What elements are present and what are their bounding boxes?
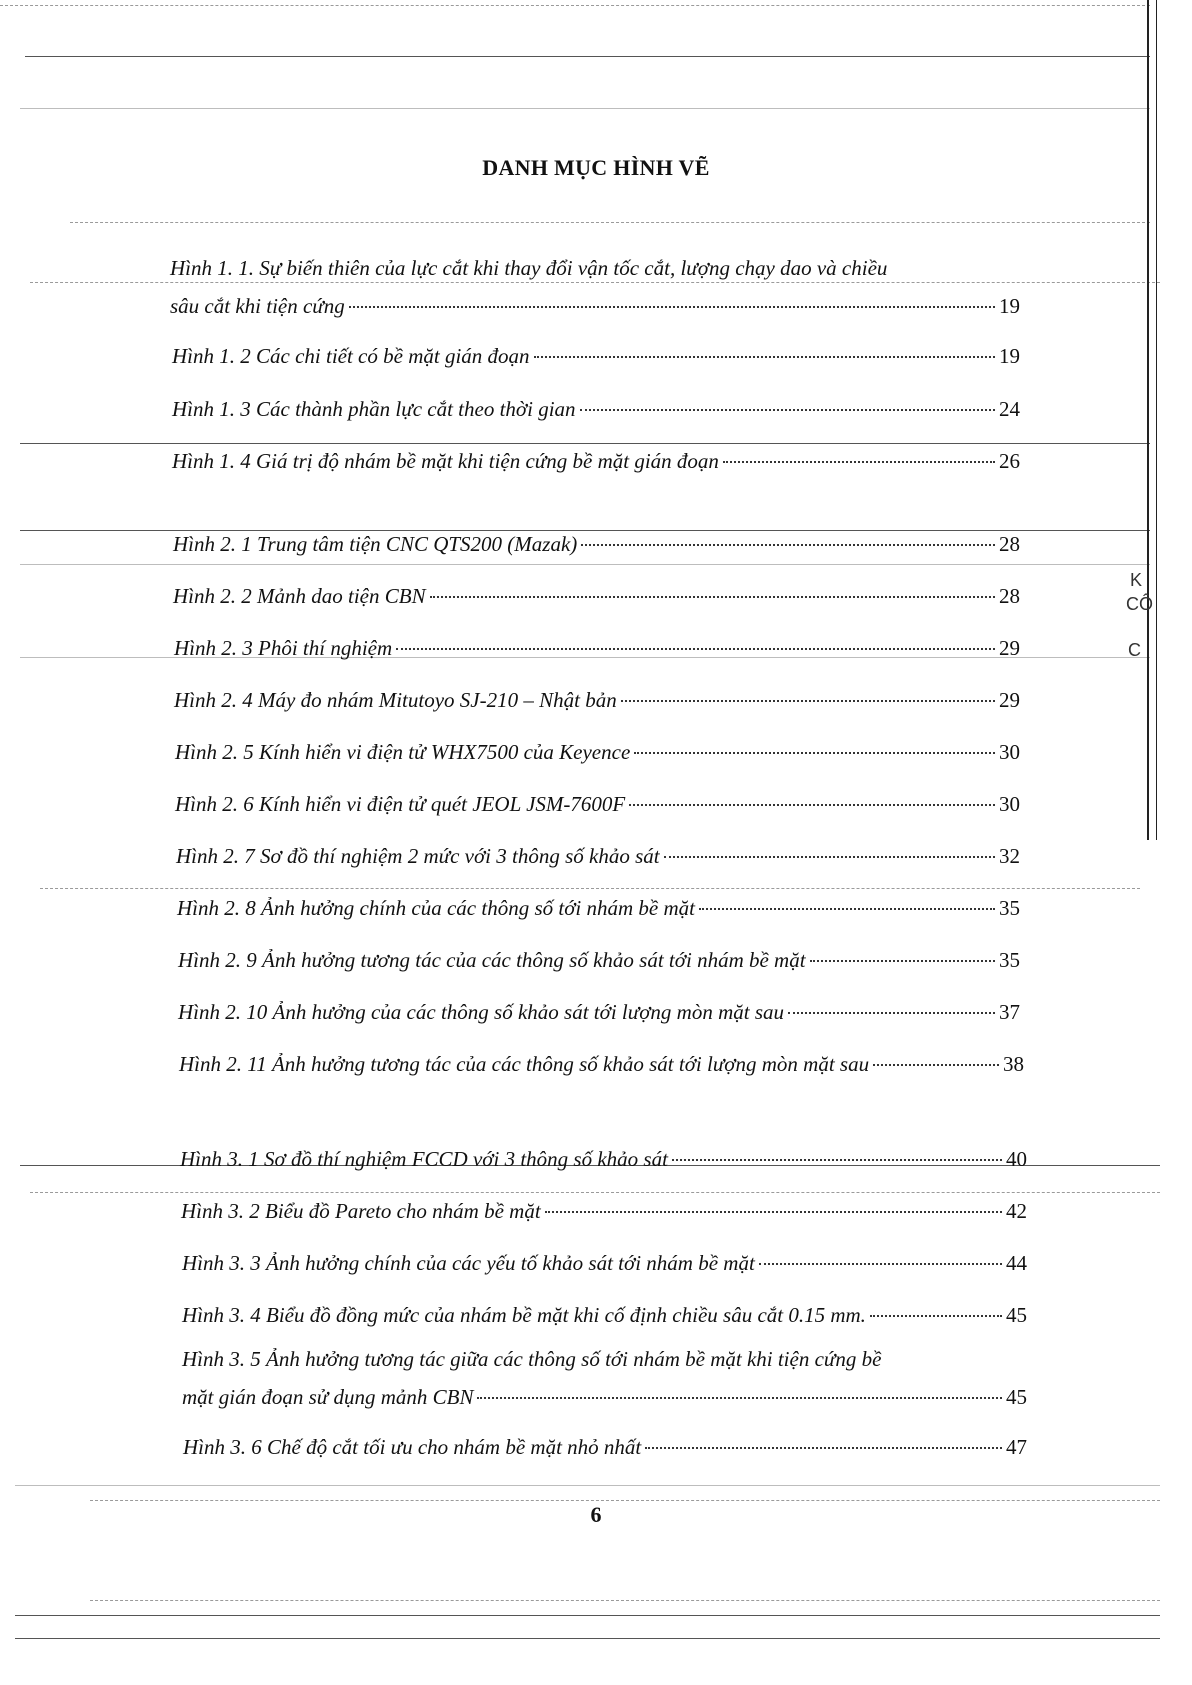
dot-leader xyxy=(699,908,995,910)
dot-leader xyxy=(873,1064,999,1066)
entry-label: Hình 3. 1 Sơ đồ thí nghiệm FCCD với 3 thông số khảo sát xyxy=(180,1147,668,1171)
list-item[interactable] xyxy=(172,337,1020,375)
entry-label: Hình 2. 4 Máy đo nhám Mitutoyo SJ-210 – Nhật bản xyxy=(174,688,617,712)
scan-edge-vertical xyxy=(1147,0,1149,840)
list-item[interactable] xyxy=(179,1045,1024,1083)
entry-label-line1: Hình 3. 5 Ảnh hưởng tương tác giữa các thông số tới nhám bề mặt khi tiện cứng bề xyxy=(182,1347,882,1371)
dot-leader xyxy=(477,1397,1002,1399)
entry-page-number: 28 xyxy=(999,532,1020,556)
entry-page-number: 26 xyxy=(999,449,1020,473)
entry-page-number: 47 xyxy=(1006,1435,1027,1459)
entry-label: Hình 2. 9 Ảnh hưởng tương tác của các thông số khảo sát tới nhám bề mặt xyxy=(178,948,806,972)
entry-label: Hình 2. 1 Trung tâm tiện CNC QTS200 (Mazak) xyxy=(173,532,578,556)
entry-label-line2: mặt gián đoạn sử dụng mảnh CBN xyxy=(182,1385,474,1409)
list-item[interactable] xyxy=(182,1296,1027,1334)
scan-rule-line xyxy=(70,222,1150,223)
dot-leader xyxy=(723,461,995,463)
list-item[interactable] xyxy=(173,577,1020,615)
stamp-text: C xyxy=(1128,640,1141,660)
scan-rule-line xyxy=(20,108,1150,109)
dot-leader xyxy=(810,960,995,962)
dot-leader xyxy=(788,1012,995,1014)
entry-page-number: 45 xyxy=(1006,1385,1027,1409)
scan-rule-line xyxy=(25,56,1150,57)
scan-rule-line xyxy=(90,1500,1160,1501)
entry-label: Hình 1. 3 Các thành phần lực cắt theo thời gian xyxy=(172,397,576,421)
list-item[interactable] xyxy=(182,1244,1027,1282)
entry-page-number: 29 xyxy=(999,636,1020,660)
entry-label: Hình 2. 8 Ảnh hưởng chính của các thông số tới nhám bề mặt xyxy=(177,896,695,920)
scan-edge-line xyxy=(0,5,1150,6)
entry-page-number: 40 xyxy=(1006,1147,1027,1171)
list-item[interactable] xyxy=(170,249,1020,325)
entry-label: Hình 1. 2 Các chi tiết có bề mặt gián đoạn xyxy=(172,344,530,368)
stamp-text: CÔ xyxy=(1126,594,1153,614)
entry-page-number: 24 xyxy=(999,397,1020,421)
list-item[interactable] xyxy=(181,1192,1027,1230)
page-title: DANH MỤC HÌNH VẼ xyxy=(482,155,710,180)
entry-label: Hình 3. 2 Biểu đồ Pareto cho nhám bề mặt xyxy=(181,1199,541,1223)
list-item[interactable] xyxy=(172,442,1020,480)
stamp-text: K xyxy=(1130,570,1143,590)
dot-leader xyxy=(621,700,995,702)
scan-rule-line xyxy=(90,1600,1160,1601)
list-item[interactable] xyxy=(178,941,1020,979)
entry-label: Hình 2. 10 Ảnh hưởng của các thông số khảo sát tới lượng mòn mặt sau xyxy=(178,1000,784,1024)
entry-page-number: 44 xyxy=(1006,1251,1027,1275)
dot-leader xyxy=(396,648,995,650)
entry-label: Hình 3. 6 Chế độ cắt tối ưu cho nhám bề mặt nhỏ nhất xyxy=(183,1435,642,1459)
entry-label: Hình 3. 4 Biểu đồ đồng mức của nhám bề mặt khi cố định chiều sâu cắt 0.15 mm. xyxy=(182,1303,866,1327)
list-item[interactable] xyxy=(177,889,1020,927)
dot-leader xyxy=(545,1211,1002,1213)
list-item[interactable] xyxy=(182,1340,1027,1416)
scan-rule-line xyxy=(15,1485,1160,1486)
list-item[interactable] xyxy=(174,681,1020,719)
entry-page-number: 42 xyxy=(1006,1199,1027,1223)
entry-page-number: 19 xyxy=(999,344,1020,368)
entry-page-number: 32 xyxy=(999,844,1020,868)
dot-leader xyxy=(664,856,995,858)
entry-label: Hình 2. 5 Kính hiển vi điện tử WHX7500 của Keyence xyxy=(175,740,631,764)
entry-label: Hình 2. 7 Sơ đồ thí nghiệm 2 mức với 3 thông số khảo sát xyxy=(176,844,660,868)
entry-label: Hình 2. 3 Phôi thí nghiệm xyxy=(174,636,393,660)
list-item[interactable] xyxy=(175,733,1020,771)
entry-label: Hình 2. 11 Ảnh hưởng tương tác của các thông số khảo sát tới lượng mòn mặt sau xyxy=(179,1052,870,1076)
entry-page-number: 45 xyxy=(1006,1303,1027,1327)
dot-leader xyxy=(580,409,995,411)
entry-page-number: 38 xyxy=(1003,1052,1024,1076)
list-item[interactable] xyxy=(178,993,1020,1031)
entry-page-number: 19 xyxy=(999,294,1020,318)
scan-rule-line xyxy=(15,1615,1160,1616)
entry-label: Hình 2. 6 Kính hiển vi điện tử quét JEOL JSM-7600F xyxy=(175,792,626,816)
entry-page-number: 35 xyxy=(999,896,1020,920)
list-item[interactable] xyxy=(183,1428,1027,1466)
dot-leader xyxy=(349,306,995,308)
entry-page-number: 35 xyxy=(999,948,1020,972)
scan-rule-line xyxy=(20,564,1150,565)
dot-leader xyxy=(759,1263,1002,1265)
list-item[interactable] xyxy=(173,525,1020,563)
list-item[interactable] xyxy=(172,390,1020,428)
dot-leader xyxy=(870,1315,1002,1317)
entry-label-line1: Hình 1. 1. Sự biến thiên của lực cắt khi thay đổi vận tốc cắt, lượng chạy dao và chiều xyxy=(170,256,888,280)
entry-page-number: 30 xyxy=(999,740,1020,764)
scan-edge-vertical xyxy=(1156,0,1157,840)
dot-leader xyxy=(430,596,995,598)
dot-leader xyxy=(672,1159,1002,1161)
entry-page-number: 28 xyxy=(999,584,1020,608)
entry-page-number: 37 xyxy=(999,1000,1020,1024)
list-item[interactable] xyxy=(175,785,1020,823)
entry-label: Hình 2. 2 Mảnh dao tiện CBN xyxy=(173,584,426,608)
dot-leader xyxy=(629,804,995,806)
page-number: 6 xyxy=(590,1502,602,1527)
dot-leader xyxy=(534,356,995,358)
entry-label: Hình 3. 3 Ảnh hưởng chính của các yếu tố khảo sát tới nhám bề mặt xyxy=(182,1251,755,1275)
scan-rule-line xyxy=(15,1638,1160,1639)
stamp-fragment xyxy=(1126,490,1170,690)
entry-page-number: 29 xyxy=(999,688,1020,712)
entry-label: Hình 1. 4 Giá trị độ nhám bề mặt khi tiện cứng bề mặt gián đoạn xyxy=(172,449,719,473)
dot-leader xyxy=(645,1447,1002,1449)
entry-label-line2: sâu cắt khi tiện cứng xyxy=(170,294,345,318)
list-item[interactable] xyxy=(174,629,1020,667)
dot-leader xyxy=(581,544,995,546)
list-item[interactable] xyxy=(176,837,1020,875)
list-item[interactable] xyxy=(180,1140,1027,1178)
dot-leader xyxy=(634,752,995,754)
entry-page-number: 30 xyxy=(999,792,1020,816)
